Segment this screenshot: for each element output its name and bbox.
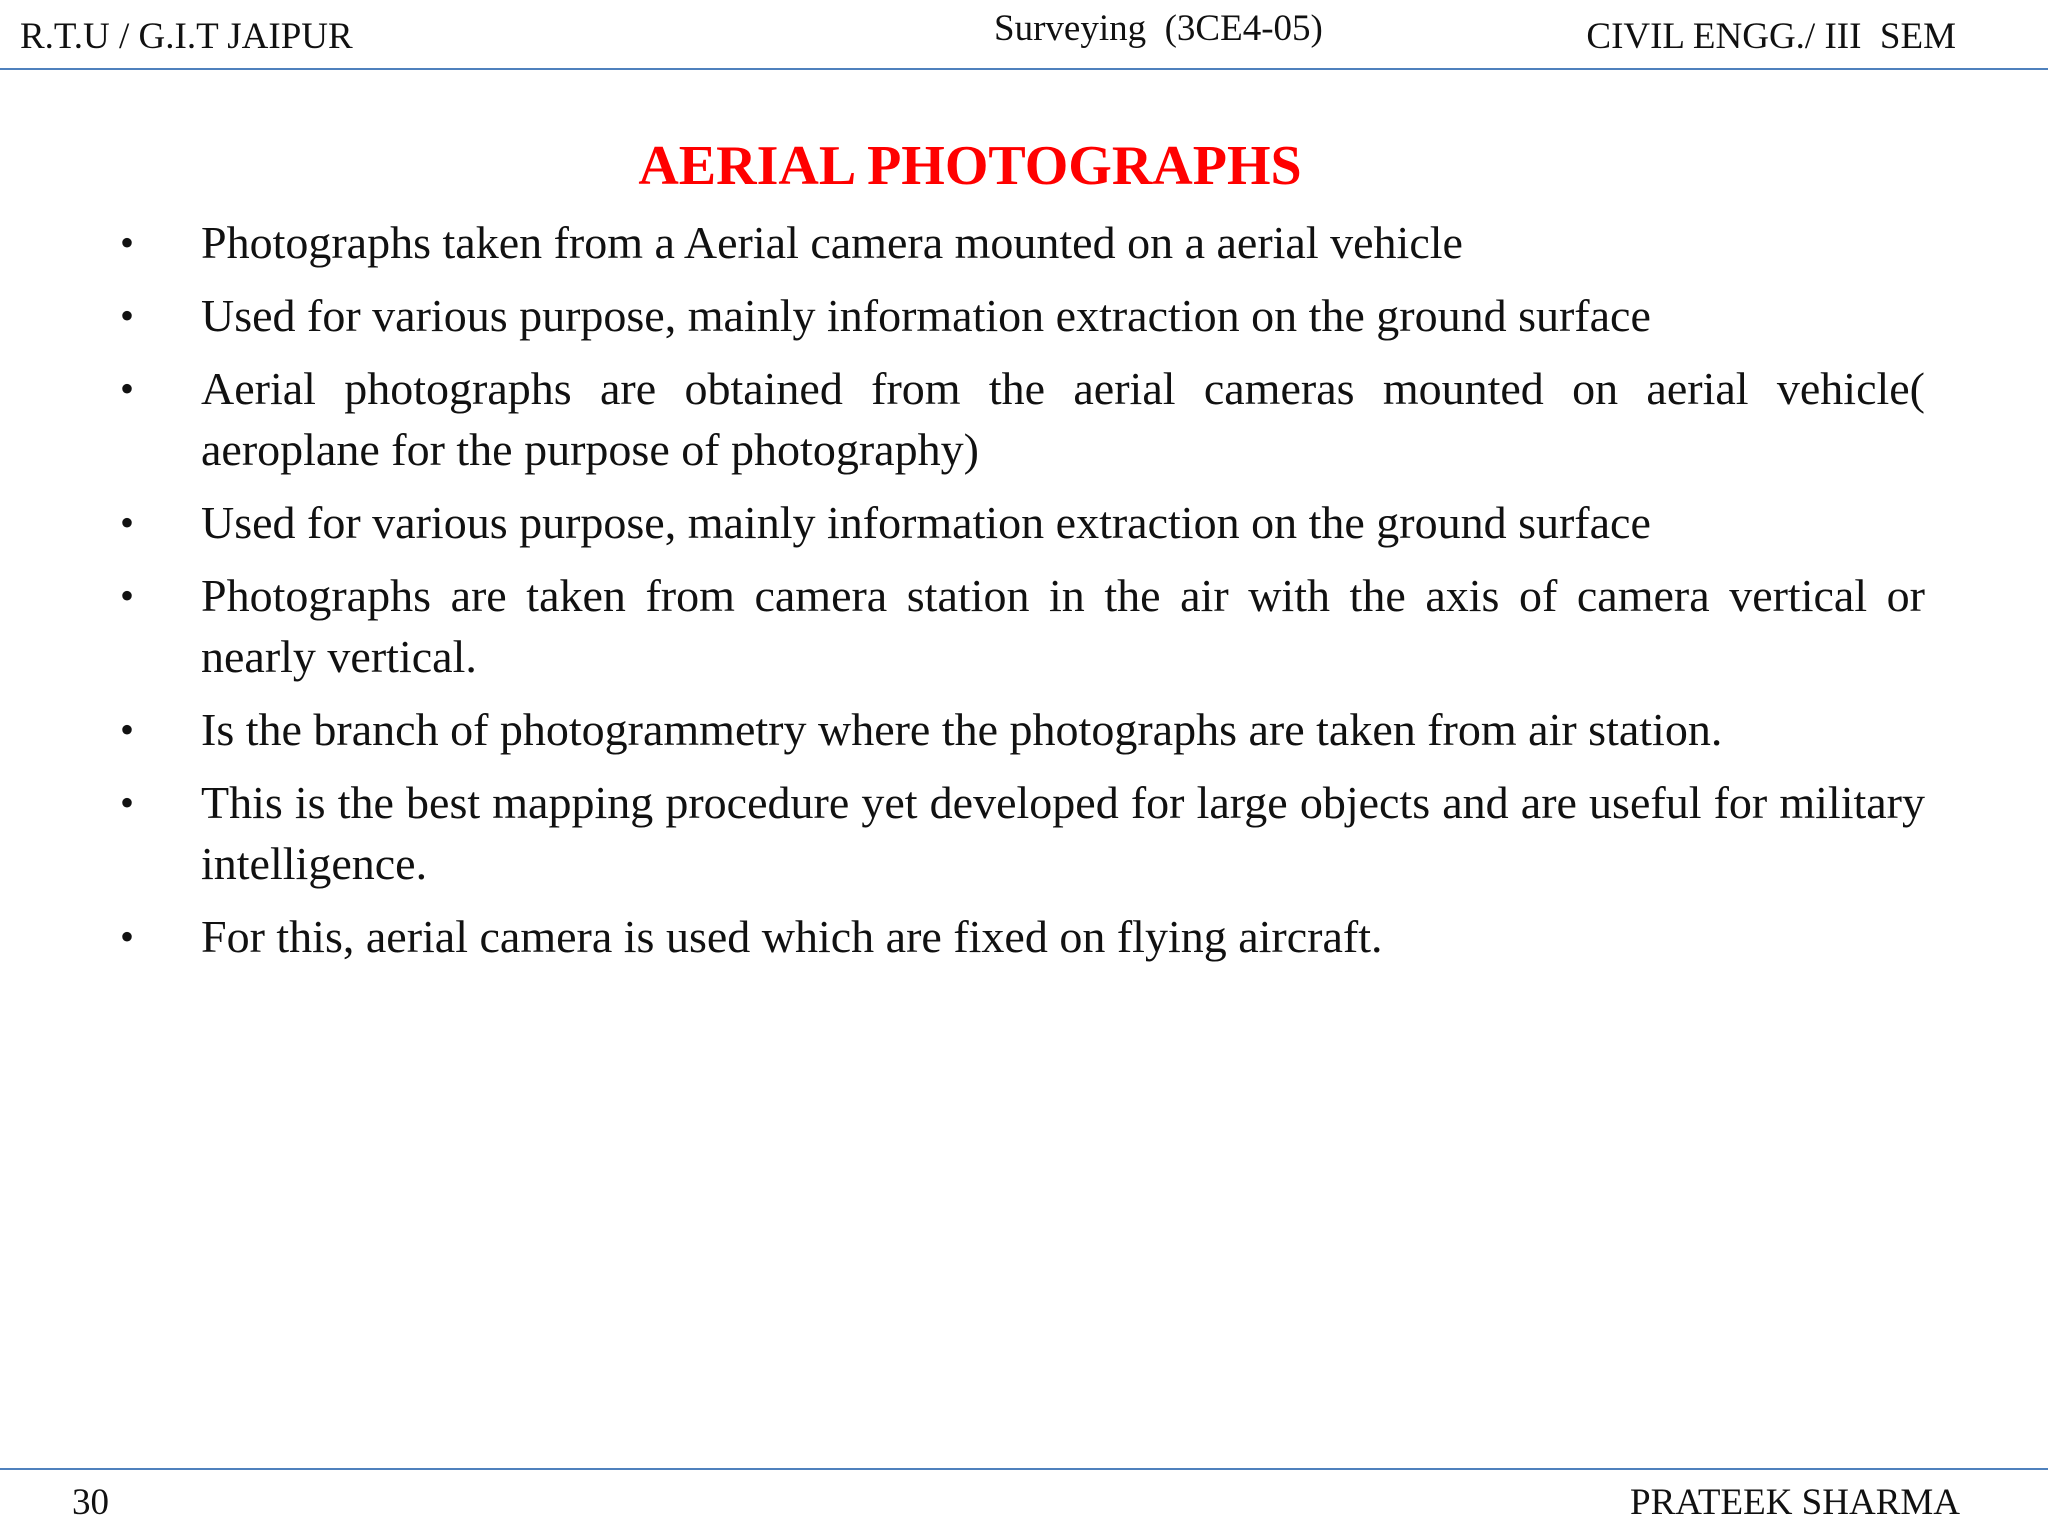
bullet-icon: • [120, 366, 135, 411]
bullet-icon: • [120, 293, 135, 338]
bullet-text: For this, aerial camera is used which are fixed on flying aircraft. [201, 911, 1383, 962]
header-department: CIVIL ENGG./ III SEM [1586, 16, 1956, 57]
slide-title: AERIAL PHOTOGRAPHS [638, 135, 1302, 197]
bullet-item [120, 699, 1925, 760]
bullet-text: This is the best mapping procedure yet developed for large objects and are useful for military intelligence. [201, 777, 1925, 889]
header-course: Surveying (3CE4-05) [994, 8, 1323, 49]
bullet-list [120, 212, 1925, 979]
page-number: 30 [72, 1482, 109, 1523]
header-institution: R.T.U / G.I.T JAIPUR [20, 16, 353, 57]
header-divider [0, 68, 2048, 70]
bullet-icon: • [120, 914, 135, 959]
bullet-text: Used for various purpose, mainly information extraction on the ground surface [201, 497, 1651, 548]
bullet-item [120, 358, 1925, 480]
bullet-text: Is the branch of photogrammetry where the photographs are taken from air station. [201, 704, 1723, 755]
footer-divider [0, 1468, 2048, 1470]
bullet-item [120, 565, 1925, 687]
bullet-text: Used for various purpose, mainly information extraction on the ground surface [201, 290, 1651, 341]
bullet-item [120, 772, 1925, 894]
bullet-icon: • [120, 780, 135, 825]
bullet-icon: • [120, 707, 135, 752]
bullet-icon: • [120, 220, 135, 265]
bullet-item [120, 906, 1925, 967]
bullet-text: Photographs are taken from camera station in the air with the axis of camera vertical or nearly vertical. [201, 570, 1925, 682]
bullet-icon: • [120, 573, 135, 618]
author-name: PRATEEK SHARMA [1630, 1482, 1960, 1523]
bullet-text: Photographs taken from a Aerial camera mounted on a aerial vehicle [201, 217, 1463, 268]
bullet-item [120, 492, 1925, 553]
bullet-icon: • [120, 500, 135, 545]
bullet-item [120, 285, 1925, 346]
bullet-text: Aerial photographs are obtained from the aerial cameras mounted on aerial vehicle( aeroplane for the purpose of photography) [201, 363, 1925, 475]
bullet-item [120, 212, 1925, 273]
